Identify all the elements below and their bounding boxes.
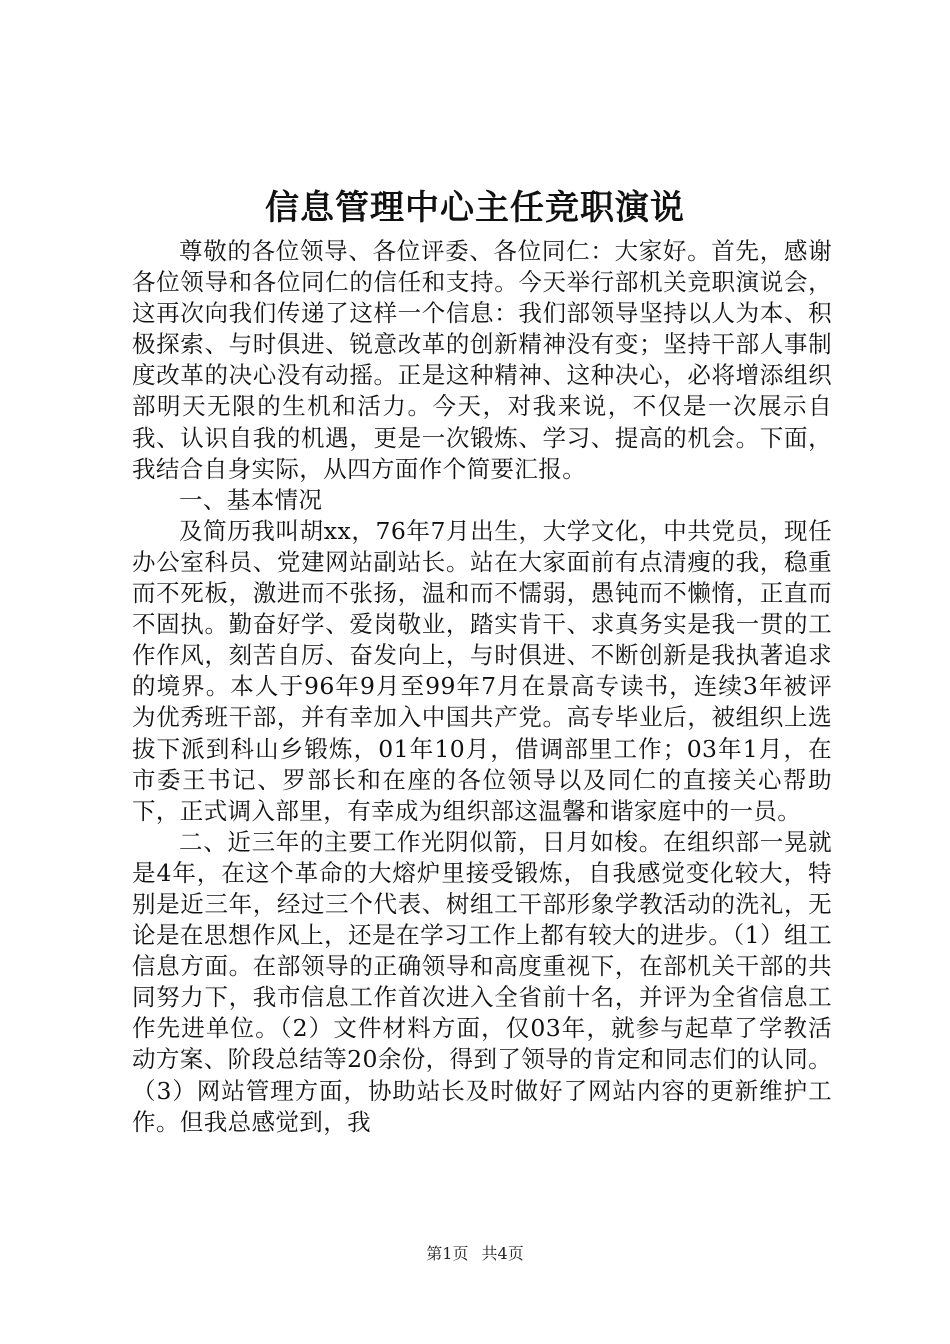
paragraph-greeting: 尊敬的各位领导、各位评委、各位同仁：大家好。首先，感谢各位领导和各位同仁的信任和支持。今天举行部机关竞职演说会，这再次向我们传递了这样一个信息：我们部领导坚持以人为本、积极探索、与时俱进、锐意改革的创新精神没有变；坚持干部人事制度改革的决心没有动摇。正是这种精神、这种决心，必将增添组织部明天无限的生机和活力。今天，对我来说，不仅是一次展示自我、认识自我的机遇，更是一次锻炼、学习、提高的机会。下面，我结合自身实际，从四方面作个简要汇报。 xyxy=(132,237,832,483)
page-footer xyxy=(0,1243,950,1265)
document-title: 信息管理中心主任竞职演说 xyxy=(265,188,685,228)
paragraph-resume: 及简历我叫胡xx，76年7月出生，大学文化，中共党员，现任办公室科员、党建网站副站长。站在大家面前有点清瘦的我，稳重而不死板，激进而不张扬，温和而不懦弱，愚钝而不懒惰，正直而不固执。勤奋好学、爱岗敬业，踏实肯干、求真务实是我一贯的工作作风，刻苦自厉、奋发向上，与时俱进、不断创新是我执著追求的境界。本人于96年9月至99年7月在景高专读书，连续3年被评为优秀班干部，并有幸加入中国共产党。高专毕业后，被组织上选拔下派到科山乡锻炼，01年10月，借调部里工作；03年1月，在市委王书记、罗部长和在座的各位领导以及同仁的直接关心帮助下，正式调入部里，有幸成为组织部这温馨和谐家庭中的一员。 xyxy=(132,516,832,825)
page-number: 第1页 xyxy=(426,1244,469,1263)
section-heading-basic-info: 一、基本情况 xyxy=(179,485,323,514)
document-body xyxy=(132,236,832,1138)
page-total: 共4页 xyxy=(481,1244,524,1263)
paragraph-main-work: 二、近三年的主要工作光阴似箭，日月如梭。在组织部一晃就是4年，在这个革命的大熔炉里接受锻炼，自我感觉变化较大，特别是近三年，经过三个代表、树组工干部形象学教活动的洗礼，无论是在思想作风上，还是在学习工作上都有较大的进步。（1）组工信息方面。在部领导的正确领导和高度重视下，在部机关干部的共同努力下，我市信息工作首次进入全省前十名，并评为全省信息工作先进单位。（2）文件材料方面，仅03年，就参与起草了学教活动方案、阶段总结等20余份，得到了领导的肯定和同志们的认同。（3）网站管理方面，协助站长及时做好了网站内容的更新维护工作。但我总感觉到，我 xyxy=(132,827,832,1136)
